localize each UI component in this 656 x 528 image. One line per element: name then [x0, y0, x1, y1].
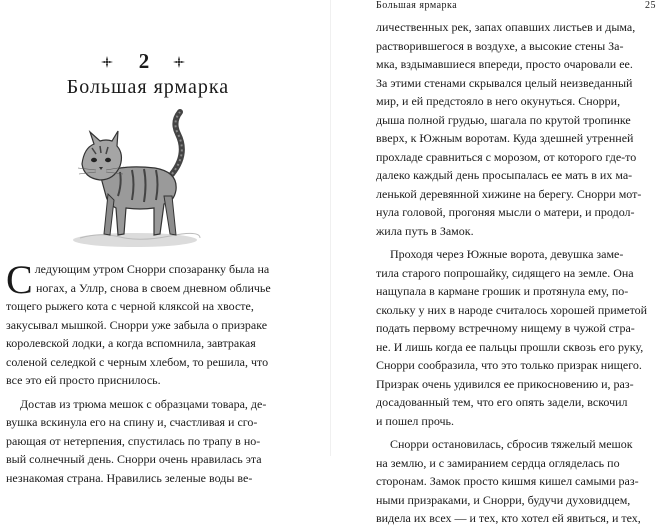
text-line: ленькой деревянной хижине на берегу. Снорри мот- [376, 186, 642, 201]
text-line: ногах, а Уллр, снова в своем дневном обличье [36, 280, 271, 295]
text-line: тощего рыжего кота с черной кляксой на хвосте, [6, 299, 254, 313]
text-line: За этими стенами скрывался целый неизведанный [376, 75, 633, 90]
text-line: видела их всех — и тех, кто хотел ей явиться, и тех, [376, 511, 641, 525]
text-line: мир, и ей предстояло в него окунуться. Снорри, [376, 94, 621, 108]
running-head [376, 0, 656, 14]
text-line: Снорри сообразила, что это только призрак нищего. [376, 358, 642, 372]
running-head-title: Большая ярмарка [376, 0, 458, 11]
text-line: закусывал мышкой. Снорри уже забыла о призраке [6, 317, 268, 332]
cat-illustration [60, 104, 210, 254]
chapter-title: Большая ярмарка [66, 76, 230, 98]
text-line: Снорри остановилась, сбросив тяжелый мешок [390, 437, 633, 451]
text-line: не. И лишь когда ее пальцы прошли сквозь его руку, [376, 339, 644, 354]
text-line: ными призраками, и Снорри, будучи духовидцем, [376, 492, 631, 507]
right-page [338, 0, 656, 525]
text-line: далеко каждый день просыпалась ее мать в их ма- [376, 168, 633, 182]
text-line: тила старого попрошайку, сидящего на земле. Она [376, 265, 634, 280]
right-page-text [376, 18, 656, 528]
page-gutter [330, 0, 331, 456]
text-line: королевской лодки, а когда вспомнила, завтракая [6, 336, 256, 350]
text-line: Достав из трюма мешок с образцами товара, де- [20, 396, 267, 411]
text-line: скольку у них в народе считалось хорошей приметой [376, 302, 648, 317]
text-line: дыша полной грудью, шагала по крутой тропинке [376, 112, 631, 127]
text-line: вушка вскинула его на спину и, счастливая и сго- [6, 415, 258, 429]
text-line: нула головой, прогоняя мысли о матери, и продол- [376, 205, 635, 219]
chapter-number: 2 [138, 49, 150, 73]
fleuron-ornament-right [172, 55, 186, 69]
text-line: рающая от нетерпения, спустилась по трапу в но- [6, 433, 261, 448]
text-line: все это ей просто приснилось. [6, 373, 161, 387]
text-line: незнакомая страна. Нравились зеленые воды ве- [6, 470, 253, 485]
text-line: растворившегося в воздухе, а высокие стены За- [376, 38, 624, 53]
text-line: ледующим утром Снорри спозаранку была на [34, 262, 270, 276]
text-line: досадованный тем, что его опять задели, вскочил [376, 395, 628, 409]
text-line: Проходя через Южные ворота, девушка заме- [390, 247, 624, 261]
page-number: 25 [645, 0, 656, 11]
text-line: вверх, к Южным воротам. Куда здешней утренней [376, 131, 634, 145]
text-line: прохладе сравниться с морозом, от которого где-то [376, 149, 637, 164]
drop-cap: С [6, 257, 33, 302]
text-line: мка, вздымавшиеся впереди, просто очаровали ее. [376, 57, 633, 71]
text-line: сторонам. Замок просто кишмя кишел самыми раз- [376, 474, 639, 488]
text-line: личественных рек, запах опавших листьев и дыма, [376, 20, 636, 34]
text-line: нащупала в кармане грошик и протянула ему, по- [376, 284, 629, 298]
text-line: жила путь в Замок. [376, 223, 474, 238]
text-line: Призрак очень удивился ее прикосновению и, раз- [376, 376, 634, 391]
left-page [0, 0, 328, 485]
text-line: соленой селедкой с черным хлебом, то решила, что [6, 354, 269, 369]
text-line: вый солнечный день. Снорри очень нравилась эта [6, 452, 262, 466]
text-line: подать первому встречному нищему в чужой стра- [376, 321, 635, 335]
text-line: и пошел прочь. [376, 413, 455, 428]
left-page-text [6, 257, 284, 487]
text-line: на землю, и с замиранием сердца огляделась по [376, 455, 620, 470]
